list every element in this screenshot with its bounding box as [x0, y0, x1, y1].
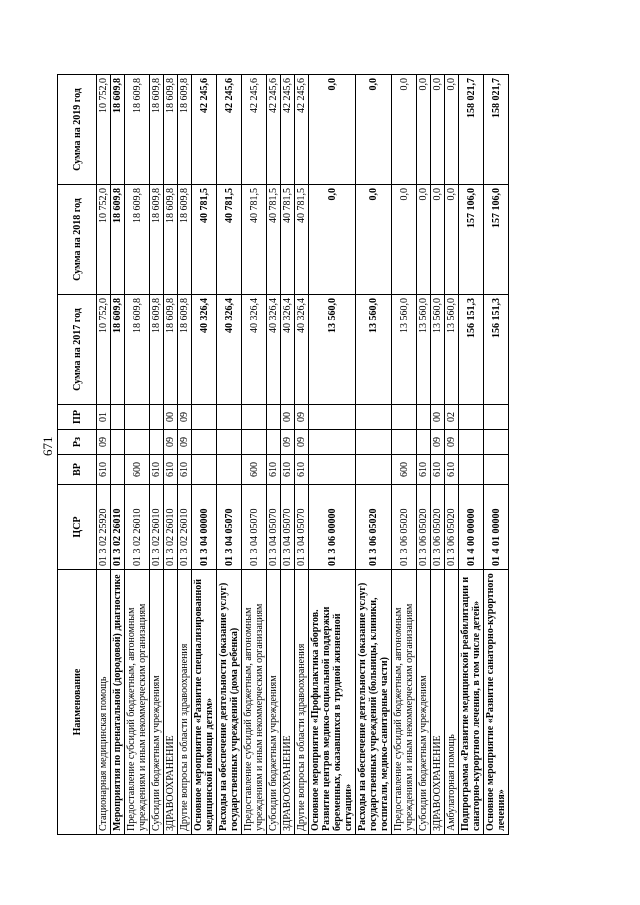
- table-row: [445, 75, 459, 835]
- cell-vr: 610: [267, 455, 281, 485]
- cell-vr: 610: [281, 455, 295, 485]
- table-row: [217, 75, 242, 835]
- cell-csr: 01 3 04 05070: [281, 485, 295, 570]
- cell-2018: 40 781,5: [267, 185, 281, 295]
- table-row: [309, 75, 356, 835]
- cell-pr: 09: [178, 405, 192, 430]
- cell-rz: [150, 430, 164, 455]
- cell-2018: 40 781,5: [192, 185, 217, 295]
- cell-rz: [392, 430, 417, 455]
- cell-2018: 0,0: [309, 185, 356, 295]
- cell-2018: 18 609,8: [111, 185, 125, 295]
- cell-csr: 01 3 04 05070: [267, 485, 281, 570]
- cell-2019: 0,0: [445, 75, 459, 185]
- cell-vr: [459, 455, 484, 485]
- cell-2017: 40 326,4: [242, 295, 267, 405]
- cell-2019: 0,0: [392, 75, 417, 185]
- cell-pr: 01: [97, 405, 111, 430]
- cell-2017: 40 326,4: [267, 295, 281, 405]
- cell-rz: [192, 430, 217, 455]
- cell-csr: 01 4 00 00000: [459, 485, 484, 570]
- cell-2019: 0,0: [417, 75, 431, 185]
- cell-csr: 01 3 02 26010: [111, 485, 125, 570]
- cell-rz: 09: [178, 430, 192, 455]
- cell-2018: 157 106,0: [459, 185, 484, 295]
- cell-2017: 40 326,4: [217, 295, 242, 405]
- cell-2019: 42 245,6: [295, 75, 309, 185]
- cell-csr: 01 3 02 26010: [164, 485, 178, 570]
- cell-2019: 42 245,6: [281, 75, 295, 185]
- cell-vr: 610: [295, 455, 309, 485]
- cell-name: Предоставление субсидий бюджетным, автономным учреждениям и иным некоммерческим организациям: [125, 570, 150, 835]
- cell-2017: 18 609,8: [178, 295, 192, 405]
- cell-name: ЗДРАВООХРАНЕНИЕ: [281, 570, 295, 835]
- table-row: [164, 75, 178, 835]
- cell-csr: 01 4 01 00000: [484, 485, 509, 570]
- cell-2017: 156 151,3: [459, 295, 484, 405]
- cell-2018: 40 781,5: [217, 185, 242, 295]
- cell-2019: 42 245,6: [242, 75, 267, 185]
- cell-rz: [459, 430, 484, 455]
- cell-name: Другие вопросы в области здравоохранения: [295, 570, 309, 835]
- cell-name: Субсидии бюджетным учреждениям: [150, 570, 164, 835]
- cell-pr: [217, 405, 242, 430]
- cell-name: Стационарная медицинская помощь: [97, 570, 111, 835]
- cell-vr: 610: [417, 455, 431, 485]
- cell-rz: 09: [281, 430, 295, 455]
- cell-pr: [125, 405, 150, 430]
- cell-csr: 01 3 04 05070: [242, 485, 267, 570]
- cell-vr: 610: [445, 455, 459, 485]
- cell-name: Субсидии бюджетным учреждениям: [267, 570, 281, 835]
- budget-table: [57, 74, 509, 835]
- cell-2018: 0,0: [431, 185, 445, 295]
- cell-2018: 18 609,8: [164, 185, 178, 295]
- cell-2017: 13 560,0: [445, 295, 459, 405]
- rotated-page-content: [57, 75, 607, 835]
- cell-2019: 18 609,8: [178, 75, 192, 185]
- cell-2019: 42 245,6: [192, 75, 217, 185]
- cell-vr: 600: [392, 455, 417, 485]
- cell-2018: 0,0: [356, 185, 392, 295]
- cell-2017: 40 326,4: [281, 295, 295, 405]
- header-pr: ПР: [58, 405, 97, 430]
- table-row: [192, 75, 217, 835]
- cell-pr: [459, 405, 484, 430]
- cell-name: Основное мероприятие «Профилактика абортов. Развитие центров медико-социальной поддержки беременных, оказавшихся в трудной жизненной ситуации»: [309, 570, 356, 835]
- cell-name: ЗДРАВООХРАНЕНИЕ: [164, 570, 178, 835]
- cell-pr: 09: [295, 405, 309, 430]
- cell-rz: [111, 430, 125, 455]
- header-2018: Сумма на 2018 год: [58, 185, 97, 295]
- cell-pr: 00: [431, 405, 445, 430]
- table-row: [392, 75, 417, 835]
- cell-name: Расходы на обеспечение деятельности (оказание услуг) государственных учреждений (больницы, клиники, госпитали, медико-санитарные части): [356, 570, 392, 835]
- cell-vr: [111, 455, 125, 485]
- cell-vr: 610: [97, 455, 111, 485]
- cell-2017: 156 151,3: [484, 295, 509, 405]
- cell-pr: [150, 405, 164, 430]
- cell-name: Подпрограмма «Развитие медицинской реабилитации и санаторно-курортного лечения, в том числе детей»: [459, 570, 484, 835]
- cell-csr: 01 3 06 05020: [356, 485, 392, 570]
- cell-pr: [356, 405, 392, 430]
- table-row: [484, 75, 509, 835]
- cell-rz: 09: [295, 430, 309, 455]
- cell-pr: [484, 405, 509, 430]
- cell-2017: 18 609,8: [164, 295, 178, 405]
- cell-csr: 01 3 02 26010: [178, 485, 192, 570]
- table-row: [125, 75, 150, 835]
- cell-name: Предоставление субсидий бюджетным, автономным учреждениям и иным некоммерческим организациям: [392, 570, 417, 835]
- cell-vr: [217, 455, 242, 485]
- cell-rz: [217, 430, 242, 455]
- header-vr: ВР: [58, 455, 97, 485]
- cell-2018: 40 781,5: [242, 185, 267, 295]
- cell-pr: [111, 405, 125, 430]
- cell-2019: 18 609,8: [125, 75, 150, 185]
- cell-2018: 0,0: [445, 185, 459, 295]
- cell-2019: 10 752,0: [97, 75, 111, 185]
- cell-2017: 10 752,0: [97, 295, 111, 405]
- cell-csr: 01 3 06 05020: [392, 485, 417, 570]
- cell-pr: [392, 405, 417, 430]
- cell-rz: [125, 430, 150, 455]
- cell-2018: 18 609,8: [150, 185, 164, 295]
- cell-vr: [484, 455, 509, 485]
- table-row: [242, 75, 267, 835]
- cell-2017: 13 560,0: [309, 295, 356, 405]
- cell-2018: 10 752,0: [97, 185, 111, 295]
- table-row: [281, 75, 295, 835]
- cell-rz: 09: [431, 430, 445, 455]
- cell-csr: 01 3 04 05070: [217, 485, 242, 570]
- cell-vr: 610: [150, 455, 164, 485]
- cell-vr: [356, 455, 392, 485]
- cell-csr: 01 3 06 00000: [309, 485, 356, 570]
- cell-name: Субсидии бюджетным учреждениям: [417, 570, 431, 835]
- cell-2018: 157 106,0: [484, 185, 509, 295]
- table-body: [97, 75, 509, 835]
- table-row: [417, 75, 431, 835]
- page-number: 671: [40, 436, 55, 456]
- cell-2019: 0,0: [356, 75, 392, 185]
- header-name: Наименование: [58, 570, 97, 835]
- cell-2019: 42 245,6: [217, 75, 242, 185]
- cell-rz: [242, 430, 267, 455]
- cell-rz: [417, 430, 431, 455]
- cell-2018: 0,0: [417, 185, 431, 295]
- cell-name: Расходы на обеспечение деятельности (оказание услуг) государственных учреждений (дома ребенка): [217, 570, 242, 835]
- table-row: [111, 75, 125, 835]
- header-rz: Рз: [58, 430, 97, 455]
- cell-rz: [356, 430, 392, 455]
- cell-csr: 01 3 04 05070: [295, 485, 309, 570]
- cell-csr: 01 3 06 05020: [431, 485, 445, 570]
- cell-2017: 13 560,0: [417, 295, 431, 405]
- cell-pr: [267, 405, 281, 430]
- cell-pr: 00: [281, 405, 295, 430]
- cell-vr: 610: [178, 455, 192, 485]
- cell-rz: 09: [445, 430, 459, 455]
- cell-pr: [192, 405, 217, 430]
- table-row: [267, 75, 281, 835]
- table-row: [356, 75, 392, 835]
- cell-csr: 01 3 02 26010: [125, 485, 150, 570]
- cell-2017: 18 609,8: [150, 295, 164, 405]
- cell-name: Предоставление субсидий бюджетным, автономным учреждениям и иным некоммерческим организациям: [242, 570, 267, 835]
- cell-rz: 09: [97, 430, 111, 455]
- table-row: [150, 75, 164, 835]
- cell-2017: 18 609,8: [125, 295, 150, 405]
- cell-2017: 13 560,0: [356, 295, 392, 405]
- cell-rz: 09: [164, 430, 178, 455]
- cell-pr: [417, 405, 431, 430]
- cell-vr: 600: [242, 455, 267, 485]
- cell-pr: [309, 405, 356, 430]
- header-2017: Сумма на 2017 год: [58, 295, 97, 405]
- cell-rz: [484, 430, 509, 455]
- cell-2018: 18 609,8: [178, 185, 192, 295]
- table-row: [459, 75, 484, 835]
- cell-2019: 0,0: [309, 75, 356, 185]
- cell-2017: 13 560,0: [431, 295, 445, 405]
- cell-pr: 00: [164, 405, 178, 430]
- cell-2018: 40 781,5: [281, 185, 295, 295]
- table-row: [295, 75, 309, 835]
- cell-2019: 0,0: [431, 75, 445, 185]
- cell-2019: 158 021,7: [459, 75, 484, 185]
- cell-rz: [309, 430, 356, 455]
- cell-csr: 01 3 02 25920: [97, 485, 111, 570]
- cell-2018: 40 781,5: [295, 185, 309, 295]
- cell-2017: 18 609,8: [111, 295, 125, 405]
- table-row: [178, 75, 192, 835]
- cell-2019: 42 245,6: [267, 75, 281, 185]
- cell-csr: 01 3 06 05020: [445, 485, 459, 570]
- cell-2017: 40 326,4: [295, 295, 309, 405]
- cell-2018: 18 609,8: [125, 185, 150, 295]
- cell-name: Амбулаторная помощь: [445, 570, 459, 835]
- cell-vr: 610: [164, 455, 178, 485]
- cell-name: Основное мероприятие «Развитие санаторно-курортного лечения»: [484, 570, 509, 835]
- cell-name: Основное мероприятие «Развитие специализированной медицинской помощи детям»: [192, 570, 217, 835]
- cell-name: ЗДРАВООХРАНЕНИЕ: [431, 570, 445, 835]
- cell-2019: 158 021,7: [484, 75, 509, 185]
- cell-2018: 0,0: [392, 185, 417, 295]
- cell-2019: 18 609,8: [164, 75, 178, 185]
- cell-pr: [242, 405, 267, 430]
- cell-pr: 02: [445, 405, 459, 430]
- table-row: [431, 75, 445, 835]
- cell-name: Другие вопросы в области здравоохранения: [178, 570, 192, 835]
- header-2019: Сумма на 2019 год: [58, 75, 97, 185]
- cell-rz: [267, 430, 281, 455]
- cell-vr: 610: [431, 455, 445, 485]
- cell-vr: 600: [125, 455, 150, 485]
- cell-2017: 13 560,0: [392, 295, 417, 405]
- cell-csr: 01 3 06 05020: [417, 485, 431, 570]
- cell-csr: 01 3 02 26010: [150, 485, 164, 570]
- header-csr: ЦСР: [58, 485, 97, 570]
- cell-vr: [192, 455, 217, 485]
- table-header-row: [58, 75, 97, 835]
- table-row: [97, 75, 111, 835]
- cell-2019: 18 609,8: [111, 75, 125, 185]
- cell-2017: 40 326,4: [192, 295, 217, 405]
- cell-vr: [309, 455, 356, 485]
- cell-csr: 01 3 04 00000: [192, 485, 217, 570]
- cell-name: Мероприятия по пренатальной (дородовой) диагностике: [111, 570, 125, 835]
- cell-2019: 18 609,8: [150, 75, 164, 185]
